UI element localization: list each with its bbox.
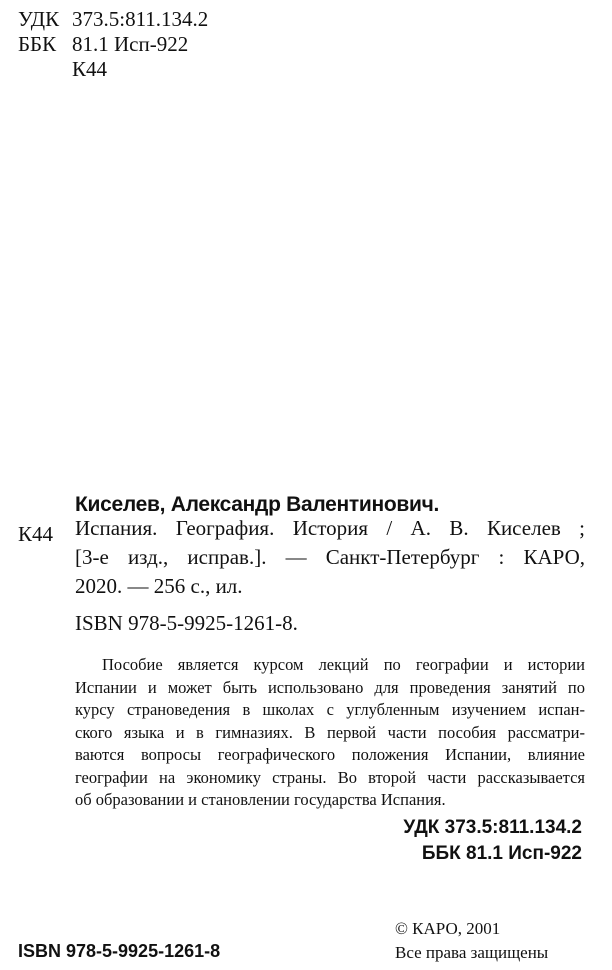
bibliographic-description (75, 514, 585, 601)
bib-line: [3-е изд., исправ.]. — Санкт-Петербург : КАРО, (75, 545, 585, 569)
cutter-code-top: К44 (72, 57, 108, 81)
bbk-label: ББК (18, 32, 57, 56)
annotation-line: географии на экономику страны. Во второй части рассказывается (75, 767, 585, 787)
annotation-line: ваются вопросы географического положения Испании, влияние (75, 745, 585, 764)
bbk-value: 81.1 Исп-922 (72, 32, 189, 56)
rights-reserved: Все права защищены (395, 943, 549, 962)
annotation-line: Испании и может быть использовано для проведения занятий по (75, 677, 585, 697)
bbk-code-bold: ББК 81.1 Исп-922 (421, 843, 582, 864)
annotation-line: Пособие является курсом лекций по географии и истории (102, 655, 585, 674)
isbn-bottom: ISBN 978-5-9925-1261-8 (18, 941, 221, 961)
author-heading: Киселев, Александр Валентинович. (75, 493, 440, 516)
copyright-notice: © КАРО, 2001 (395, 919, 501, 938)
bib-line: 2020. — 256 с., ил. (75, 574, 243, 598)
annotation-line: ского языка и в гимназиях. В первой части пособия рассматри- (75, 722, 585, 742)
annotation (75, 654, 585, 812)
bib-line: Испания. География. История / А. В. Киселев ; (75, 516, 585, 540)
annotation-line: об образовании и становлении государства Испания. (75, 790, 446, 809)
udk-label: УДК (18, 7, 60, 31)
udk-value: 373.5:811.134.2 (72, 7, 209, 31)
annotation-line: курсу страноведения в школах с углубленным изучением испан- (75, 700, 585, 719)
cutter-code: К44 (18, 522, 54, 546)
isbn-record: ISBN 978-5-9925-1261-8. (75, 611, 298, 635)
udk-code-bold: УДК 373.5:811.134.2 (403, 817, 582, 838)
